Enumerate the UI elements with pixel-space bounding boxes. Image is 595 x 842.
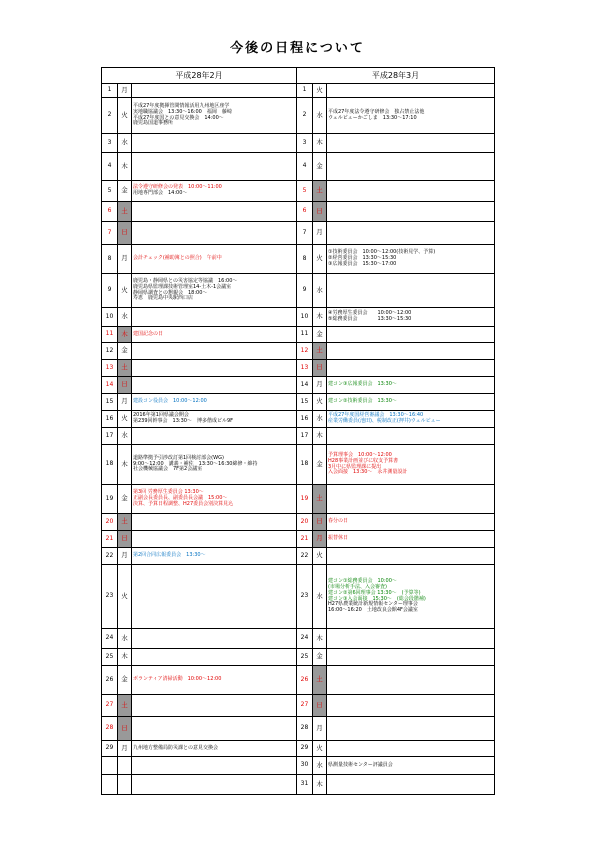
mar-weekday: 金 bbox=[313, 649, 327, 666]
mar-day-number: 25 bbox=[297, 649, 313, 666]
mar-day-number: 13 bbox=[297, 360, 313, 377]
feb-day-number: 2 bbox=[102, 98, 118, 134]
event-line: 九州地方整備局防災課との意見交換会 bbox=[133, 744, 219, 751]
mar-day-number: 10 bbox=[297, 308, 313, 327]
day-row bbox=[102, 153, 495, 181]
event-line: 2016年第1回県議会開会 bbox=[133, 412, 189, 419]
mar-weekday: 木 bbox=[313, 428, 327, 445]
mar-day-number: 9 bbox=[297, 274, 313, 308]
mar-event-cell bbox=[327, 445, 495, 485]
mar-day-number: 1 bbox=[297, 84, 313, 98]
mar-event-cell bbox=[327, 245, 495, 274]
event-line: ①技術委員会 10:00〜12:00(技術見学、予算) bbox=[328, 249, 436, 256]
mar-day-number: 30 bbox=[297, 757, 313, 775]
event-line: 実地職協議会 13:30〜16:00 福岡 藤崎 bbox=[133, 108, 232, 115]
day-row bbox=[102, 84, 495, 98]
day-row bbox=[102, 741, 495, 757]
mar-event-cell bbox=[327, 308, 495, 327]
feb-weekday: 水 bbox=[118, 629, 132, 649]
event-line: 鹿児島県監理課技術管理室14-土木-1会議室 bbox=[133, 283, 232, 290]
mar-day-number: 16 bbox=[297, 411, 313, 428]
feb-event-cell bbox=[132, 181, 297, 202]
feb-day-number: 1 bbox=[102, 84, 118, 98]
event-line: 平成27年度国経営審議会 13:30〜16:40 bbox=[328, 412, 424, 419]
mar-weekday: 月 bbox=[313, 531, 327, 548]
mar-event-cell bbox=[327, 202, 495, 222]
event-line: 建設コン役員会 10:00〜12:00 bbox=[133, 398, 207, 405]
feb-event-cell bbox=[132, 514, 297, 531]
event-line: 3月中に県監理課に提出 bbox=[328, 463, 382, 470]
feb-weekday: 木 bbox=[118, 327, 132, 343]
mar-event-cell bbox=[327, 377, 495, 394]
mar-day-number: 6 bbox=[297, 202, 313, 222]
feb-event-cell bbox=[132, 343, 297, 360]
mar-day-number: 20 bbox=[297, 514, 313, 531]
mar-weekday: 火 bbox=[313, 394, 327, 411]
mar-event-cell bbox=[327, 411, 495, 428]
feb-day-number: 5 bbox=[102, 181, 118, 202]
day-row bbox=[102, 565, 495, 629]
day-row bbox=[102, 757, 495, 775]
feb-event-cell bbox=[132, 757, 297, 775]
feb-event-cell bbox=[132, 84, 297, 98]
feb-day-number: 6 bbox=[102, 202, 118, 222]
day-row bbox=[102, 514, 495, 531]
mar-weekday: 土 bbox=[313, 181, 327, 202]
day-row bbox=[102, 445, 495, 485]
event-line: 静岡県調査との懇親会 18:00〜 bbox=[133, 289, 208, 296]
mar-event-cell bbox=[327, 274, 495, 308]
feb-weekday: 金 bbox=[118, 485, 132, 514]
month-header-mar: 平成28年3月 bbox=[297, 68, 495, 84]
mar-weekday: 月 bbox=[313, 222, 327, 245]
mar-weekday: 木 bbox=[313, 629, 327, 649]
feb-event-cell bbox=[132, 531, 297, 548]
feb-day-number: 18 bbox=[102, 445, 118, 485]
event-line: 予算理事会 10:00〜12:00 bbox=[328, 452, 392, 458]
event-line: 16:00〜16:20 土地改良会館4F会議室 bbox=[328, 607, 418, 613]
day-row bbox=[102, 411, 495, 428]
mar-weekday: 月 bbox=[313, 717, 327, 741]
day-row bbox=[102, 327, 495, 343]
feb-day-number: 11 bbox=[102, 327, 118, 343]
event-line: ②経営委員会 13:30〜15:30 bbox=[328, 255, 397, 262]
feb-day-number: 14 bbox=[102, 377, 118, 394]
mar-day-number: 3 bbox=[297, 134, 313, 153]
mar-event-cell bbox=[327, 394, 495, 411]
event-line: 建コン②技術委員会 13:30〜 bbox=[328, 398, 397, 405]
feb-day-number: 17 bbox=[102, 428, 118, 445]
feb-event-cell bbox=[132, 245, 297, 274]
day-row bbox=[102, 377, 495, 394]
feb-weekday: 木 bbox=[118, 153, 132, 181]
feb-weekday: 金 bbox=[118, 343, 132, 360]
feb-weekday bbox=[118, 775, 132, 795]
mar-day-number: 27 bbox=[297, 695, 313, 717]
feb-weekday: 金 bbox=[118, 181, 132, 202]
mar-day-number: 21 bbox=[297, 531, 313, 548]
event-line: 第2回合同広報委員会 13:30〜 bbox=[133, 552, 206, 559]
month-header-row bbox=[102, 68, 495, 84]
mar-weekday: 金 bbox=[313, 445, 327, 485]
mar-event-cell bbox=[327, 360, 495, 377]
mar-event-cell bbox=[327, 629, 495, 649]
event-line: (市場分析手法、入会審査) bbox=[328, 584, 387, 590]
mar-day-number: 26 bbox=[297, 666, 313, 695]
mar-day-number: 8 bbox=[297, 245, 313, 274]
feb-weekday: 日 bbox=[118, 222, 132, 245]
feb-day-number: 22 bbox=[102, 548, 118, 565]
mar-event-cell bbox=[327, 181, 495, 202]
mar-weekday: 木 bbox=[313, 134, 327, 153]
feb-event-cell bbox=[132, 548, 297, 565]
feb-weekday: 木 bbox=[118, 649, 132, 666]
event-line: 建コン①総務委員会 10:00〜 bbox=[328, 578, 397, 585]
event-line: 産業労働委員(池田)、税制改正(押井)ウェルビュー bbox=[328, 418, 441, 424]
feb-event-cell bbox=[132, 649, 297, 666]
mar-event-cell bbox=[327, 84, 495, 98]
mar-weekday: 火 bbox=[313, 741, 327, 757]
mar-event-cell bbox=[327, 485, 495, 514]
mar-day-number: 2 bbox=[297, 98, 313, 134]
feb-event-cell bbox=[132, 222, 297, 245]
mar-weekday: 土 bbox=[313, 666, 327, 695]
feb-event-cell bbox=[132, 308, 297, 327]
feb-event-cell bbox=[132, 565, 297, 629]
mar-weekday: 日 bbox=[313, 695, 327, 717]
mar-event-cell bbox=[327, 134, 495, 153]
event-line: 建コン③広報委員会 13:30〜 bbox=[328, 381, 397, 388]
mar-weekday: 木 bbox=[313, 775, 327, 795]
feb-event-cell bbox=[132, 98, 297, 134]
mar-day-number: 24 bbox=[297, 629, 313, 649]
event-line: 平成27年度法令遵守研修会 独占禁止法他 bbox=[328, 108, 425, 115]
mar-day-number: 7 bbox=[297, 222, 313, 245]
day-row bbox=[102, 274, 495, 308]
event-line: 建コン②第6回理事会 13:30〜 (予算等) bbox=[328, 589, 421, 596]
event-line: ③広報委員会 15:30〜17:00 bbox=[328, 260, 397, 267]
event-line: 社会機械協議会 7F第2会議室 bbox=[133, 466, 203, 473]
mar-event-cell bbox=[327, 548, 495, 565]
day-row bbox=[102, 531, 495, 548]
mar-weekday: 金 bbox=[313, 153, 327, 181]
feb-weekday: 火 bbox=[118, 98, 132, 134]
event-line: 平成27年度拠揮管間情報活用九州地区座学 bbox=[133, 103, 230, 109]
day-row bbox=[102, 394, 495, 411]
feb-weekday: 月 bbox=[118, 245, 132, 274]
mar-day-number: 23 bbox=[297, 565, 313, 629]
schedule-table bbox=[101, 67, 495, 795]
feb-event-cell bbox=[132, 485, 297, 514]
feb-event-cell bbox=[132, 202, 297, 222]
mar-day-number: 17 bbox=[297, 428, 313, 445]
event-line: 正副会長委員長、副委員長会議 15:00〜 bbox=[133, 495, 228, 502]
mar-day-number: 19 bbox=[297, 485, 313, 514]
mar-weekday: 水 bbox=[313, 565, 327, 629]
mar-weekday: 水 bbox=[313, 411, 327, 428]
event-line: H28事業計画並びに収支予算書 bbox=[328, 457, 399, 464]
mar-event-cell bbox=[327, 428, 495, 445]
mar-day-number: 14 bbox=[297, 377, 313, 394]
day-row bbox=[102, 98, 495, 134]
event-line: H27県農業統計新規情報センター理事会 bbox=[328, 601, 418, 608]
mar-day-number: 15 bbox=[297, 394, 313, 411]
month-header-feb: 平成28年2月 bbox=[102, 68, 297, 84]
day-row bbox=[102, 134, 495, 153]
mar-event-cell bbox=[327, 343, 495, 360]
mar-weekday: 日 bbox=[313, 514, 327, 531]
day-row bbox=[102, 181, 495, 202]
event-line: 用地専門部会 14:00〜 bbox=[133, 190, 188, 196]
event-line: 入会面接 13:30〜 永井測量設計 bbox=[328, 469, 408, 476]
event-line: 春分の日 bbox=[328, 518, 349, 525]
mar-weekday: 日 bbox=[313, 360, 327, 377]
event-line: 鹿児島国道事務所 bbox=[133, 120, 174, 127]
mar-weekday: 火 bbox=[313, 548, 327, 565]
feb-weekday: 土 bbox=[118, 695, 132, 717]
feb-event-cell bbox=[132, 134, 297, 153]
day-row bbox=[102, 548, 495, 565]
feb-weekday: 水 bbox=[118, 428, 132, 445]
mar-day-number: 18 bbox=[297, 445, 313, 485]
feb-event-cell bbox=[132, 327, 297, 343]
day-row bbox=[102, 695, 495, 717]
event-line: ウェルビューかごしま 13:30〜17:10 bbox=[328, 114, 417, 121]
feb-event-cell bbox=[132, 274, 297, 308]
event-line: 9:00〜12:00 講義・補佐 13:30〜16:30綿修・維持 bbox=[133, 460, 258, 467]
feb-weekday: 月 bbox=[118, 741, 132, 757]
mar-weekday: 水 bbox=[313, 757, 327, 775]
feb-weekday: 日 bbox=[118, 717, 132, 741]
feb-day-number: 20 bbox=[102, 514, 118, 531]
mar-weekday: 水 bbox=[313, 274, 327, 308]
mar-event-cell bbox=[327, 717, 495, 741]
feb-day-number: 26 bbox=[102, 666, 118, 695]
day-row bbox=[102, 649, 495, 666]
feb-weekday: 火 bbox=[118, 565, 132, 629]
feb-weekday: 金 bbox=[118, 666, 132, 695]
day-row bbox=[102, 428, 495, 445]
mar-event-cell bbox=[327, 741, 495, 757]
feb-event-cell bbox=[132, 377, 297, 394]
mar-day-number: 5 bbox=[297, 181, 313, 202]
feb-day-number: 21 bbox=[102, 531, 118, 548]
mar-day-number: 31 bbox=[297, 775, 313, 795]
day-row bbox=[102, 629, 495, 649]
feb-weekday: 水 bbox=[118, 134, 132, 153]
mar-day-number: 28 bbox=[297, 717, 313, 741]
mar-event-cell bbox=[327, 153, 495, 181]
event-line: 鹿児島・静岡県との災害協定等協議 16:00〜 bbox=[133, 278, 238, 284]
mar-event-cell bbox=[327, 514, 495, 531]
feb-event-cell bbox=[132, 394, 297, 411]
feb-event-cell bbox=[132, 445, 297, 485]
feb-day-number: 9 bbox=[102, 274, 118, 308]
feb-weekday: 日 bbox=[118, 531, 132, 548]
mar-weekday: 火 bbox=[313, 245, 327, 274]
mar-day-number: 29 bbox=[297, 741, 313, 757]
feb-day-number: 3 bbox=[102, 134, 118, 153]
event-line: 寿恵 鹿児島中央駅西口店 bbox=[133, 295, 194, 302]
event-line: 建国記念の日 bbox=[133, 330, 164, 337]
feb-day-number: 16 bbox=[102, 411, 118, 428]
feb-day-number: 7 bbox=[102, 222, 118, 245]
mar-weekday: 土 bbox=[313, 343, 327, 360]
day-row bbox=[102, 775, 495, 795]
mar-weekday: 火 bbox=[313, 84, 327, 98]
event-line: ④労務厚生委員会 10:00〜12:00 bbox=[328, 310, 412, 317]
feb-day-number: 15 bbox=[102, 394, 118, 411]
mar-event-cell bbox=[327, 775, 495, 795]
feb-day-number: 13 bbox=[102, 360, 118, 377]
mar-event-cell bbox=[327, 531, 495, 548]
event-line: ⑤総務委員会 13:30〜15:30 bbox=[328, 316, 412, 322]
feb-day-number: 27 bbox=[102, 695, 118, 717]
feb-weekday: 火 bbox=[118, 411, 132, 428]
mar-weekday: 木 bbox=[313, 308, 327, 327]
event-line: 平成27年度国との意見交換会 14:00〜 bbox=[133, 114, 224, 121]
feb-event-cell bbox=[132, 360, 297, 377]
mar-event-cell bbox=[327, 327, 495, 343]
feb-day-number: 23 bbox=[102, 565, 118, 629]
mar-event-cell bbox=[327, 98, 495, 134]
feb-event-cell bbox=[132, 411, 297, 428]
feb-day-number: 8 bbox=[102, 245, 118, 274]
feb-weekday: 月 bbox=[118, 394, 132, 411]
day-row bbox=[102, 717, 495, 741]
mar-weekday: 金 bbox=[313, 327, 327, 343]
feb-weekday bbox=[118, 757, 132, 775]
mar-weekday: 水 bbox=[313, 98, 327, 134]
feb-weekday: 木 bbox=[118, 445, 132, 485]
mar-day-number: 4 bbox=[297, 153, 313, 181]
event-line: 第3回 労務厚生委員会 13:30〜 bbox=[133, 489, 204, 496]
feb-day-number: 4 bbox=[102, 153, 118, 181]
feb-weekday: 月 bbox=[118, 84, 132, 98]
feb-day-number: 29 bbox=[102, 741, 118, 757]
mar-day-number: 22 bbox=[297, 548, 313, 565]
mar-weekday: 日 bbox=[313, 202, 327, 222]
mar-weekday: 土 bbox=[313, 485, 327, 514]
feb-event-cell bbox=[132, 666, 297, 695]
mar-event-cell bbox=[327, 666, 495, 695]
feb-day-number: 28 bbox=[102, 717, 118, 741]
event-line: 法令遵守研修会の発表 10:00〜11:00 bbox=[133, 184, 222, 191]
feb-event-cell bbox=[132, 695, 297, 717]
day-row bbox=[102, 202, 495, 222]
page-title: 今後の日程について bbox=[230, 41, 365, 56]
day-row bbox=[102, 343, 495, 360]
feb-day-number bbox=[102, 757, 118, 775]
feb-weekday: 土 bbox=[118, 202, 132, 222]
event-line: ボランティア清掃活動 10:00〜12:00 bbox=[133, 676, 222, 683]
day-row bbox=[102, 245, 495, 274]
feb-event-cell bbox=[132, 428, 297, 445]
feb-event-cell bbox=[132, 629, 297, 649]
event-line: 第239回幹事会 13:30〜 博多偕成ビル9F bbox=[133, 418, 234, 424]
feb-event-cell bbox=[132, 153, 297, 181]
mar-weekday: 月 bbox=[313, 377, 327, 394]
feb-day-number: 19 bbox=[102, 485, 118, 514]
day-row bbox=[102, 222, 495, 245]
day-row bbox=[102, 360, 495, 377]
mar-event-cell bbox=[327, 757, 495, 775]
feb-event-cell bbox=[132, 741, 297, 757]
feb-day-number: 24 bbox=[102, 629, 118, 649]
mar-event-cell bbox=[327, 649, 495, 666]
feb-day-number: 10 bbox=[102, 308, 118, 327]
event-line: 決算、予算日程調整、H27委員会別決算見込 bbox=[133, 500, 234, 507]
feb-day-number: 12 bbox=[102, 343, 118, 360]
feb-day-number: 25 bbox=[102, 649, 118, 666]
mar-event-cell bbox=[327, 222, 495, 245]
feb-weekday: 日 bbox=[118, 377, 132, 394]
day-row bbox=[102, 308, 495, 327]
feb-weekday: 土 bbox=[118, 514, 132, 531]
event-line: 県測量技術センター評議員会 bbox=[328, 761, 393, 768]
feb-event-cell bbox=[132, 775, 297, 795]
mar-event-cell bbox=[327, 565, 495, 629]
event-line: 建コン③入会面接 15:30〜 (総会段階補) bbox=[328, 595, 426, 602]
feb-weekday: 火 bbox=[118, 274, 132, 308]
mar-day-number: 11 bbox=[297, 327, 313, 343]
feb-weekday: 月 bbox=[118, 548, 132, 565]
event-line: 振替休日 bbox=[328, 535, 349, 542]
feb-event-cell bbox=[132, 717, 297, 741]
feb-day-number bbox=[102, 775, 118, 795]
mar-event-cell bbox=[327, 695, 495, 717]
mar-day-number: 12 bbox=[297, 343, 313, 360]
feb-weekday: 水 bbox=[118, 308, 132, 327]
day-row bbox=[102, 485, 495, 514]
feb-weekday: 土 bbox=[118, 360, 132, 377]
event-line: 道路準拠予引渉改訂第1回検討部会(WG) bbox=[133, 454, 224, 461]
day-row bbox=[102, 666, 495, 695]
event-line: 会計チェック(補助簿との照合) 午前中 bbox=[133, 255, 222, 262]
